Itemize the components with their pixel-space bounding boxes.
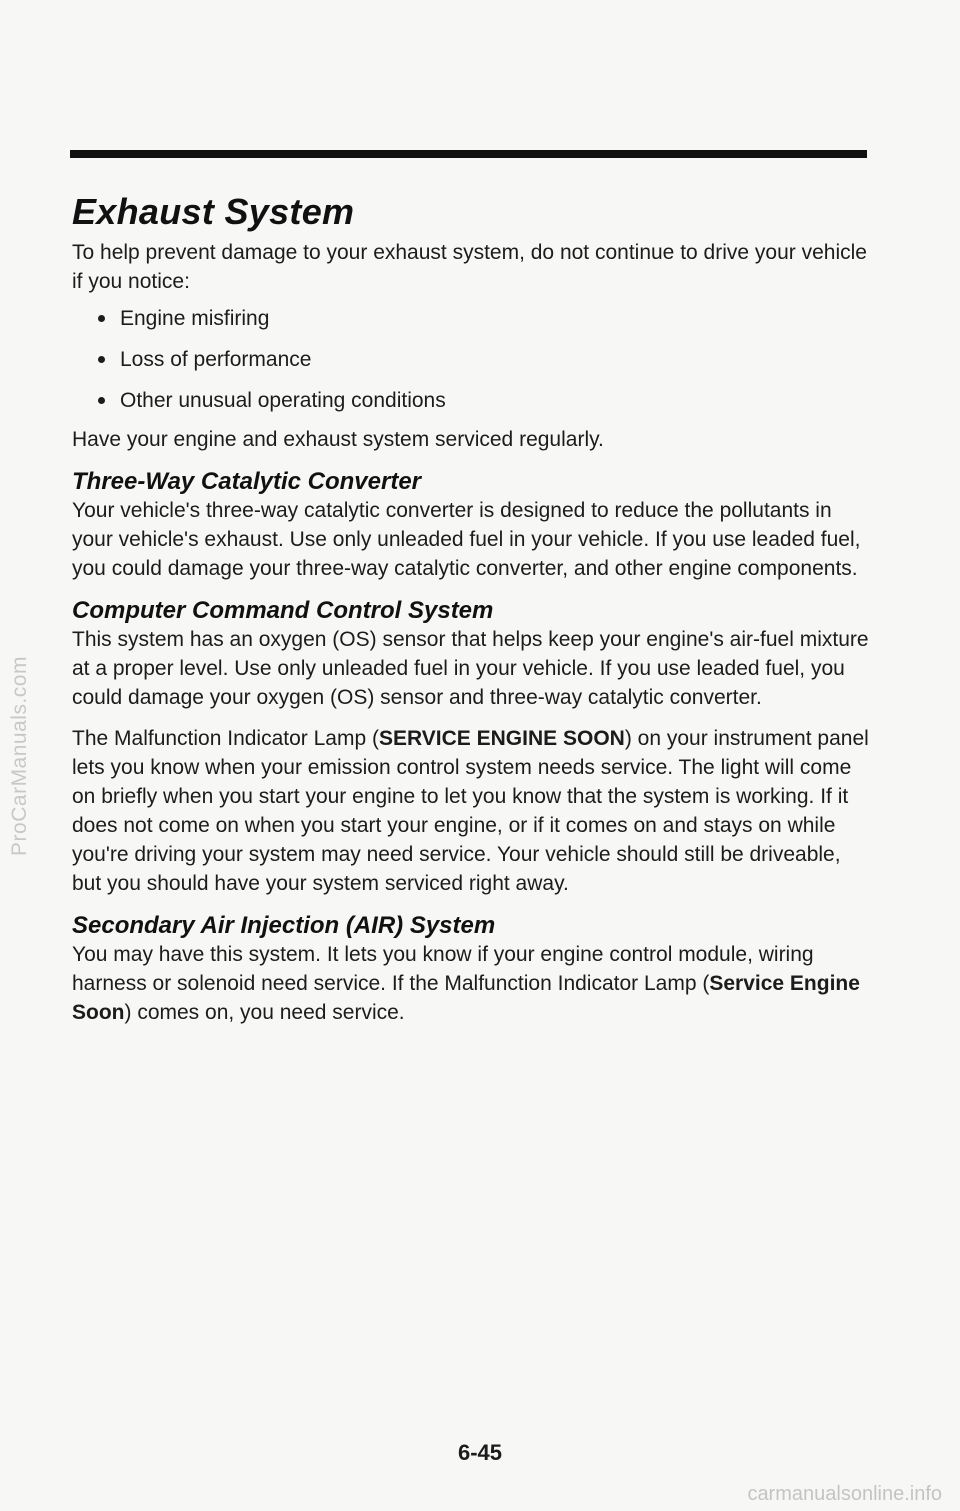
catalytic-section [72, 468, 872, 583]
air-text-start: You may have this system. It lets you know if your engine control module, wiring harness or solenoid need service. If the Malfunction Indicator Lamp ( [72, 943, 814, 995]
exhaust-intro: To help prevent damage to your exhaust system, do not continue to drive your vehicle if you notice: [72, 241, 867, 293]
header-rule [70, 150, 867, 158]
page-title: Exhaust System [72, 191, 355, 232]
ccc-lamp-text-start: The Malfunction Indicator Lamp ( [72, 727, 379, 750]
ccc-heading: Computer Command Control System [72, 597, 494, 624]
page-number: 6-45 [457, 1440, 503, 1465]
ccc-body: This system has an oxygen (OS) sensor that helps keep your engine's air-fuel mixture at a proper level. Use only unleaded fuel in your vehicle. If you use leaded fuel, you could damage your oxygen (OS) sensor and three-way catalytic converter. [72, 628, 869, 709]
exhaust-symptom-list [72, 304, 872, 415]
catalytic-body: Your vehicle's three-way catalytic converter is designed to reduce the pollutants in your vehicle's exhaust. Use only unleaded fuel in your vehicle. If you use leaded fuel, you could damage your three-way catalytic converter, and other engine components. [72, 499, 861, 580]
page-content [72, 192, 872, 1027]
side-watermark-text: ProCarManuals.com [8, 655, 31, 856]
ccc-lamp-name: SERVICE ENGINE SOON [378, 727, 625, 750]
air-text-end: ) comes on, you need service. [124, 1001, 405, 1024]
catalytic-heading: Three-Way Catalytic Converter [72, 468, 422, 495]
air-lamp-name: Service Engine Soon [72, 972, 860, 1024]
ccc-section [72, 597, 872, 898]
exhaust-closing: Have your engine and exhaust system serviced regularly. [72, 428, 604, 451]
air-section [72, 912, 872, 1027]
exhaust-section [72, 238, 872, 454]
list-item: Other unusual operating conditions [98, 386, 872, 415]
side-watermark [0, 0, 40, 1511]
air-heading: Secondary Air Injection (AIR) System [72, 912, 496, 939]
bottom-watermark: carmanualsonline.info [747, 1483, 942, 1505]
ccc-lamp-paragraph [72, 724, 872, 898]
air-body [72, 940, 872, 1027]
list-item: Loss of performance [98, 345, 872, 374]
ccc-lamp-text-end: ) on your instrument panel lets you know when your emission control system needs service. The light will come on briefly when you start your engine to let you know that the system is working. If it does not come on when you start your engine, or if it comes on and stays on while you're driving your system may need service. Your vehicle should still be driveable, but you should have your system serviced right away. [72, 727, 869, 895]
list-item: Engine misfiring [98, 304, 872, 333]
